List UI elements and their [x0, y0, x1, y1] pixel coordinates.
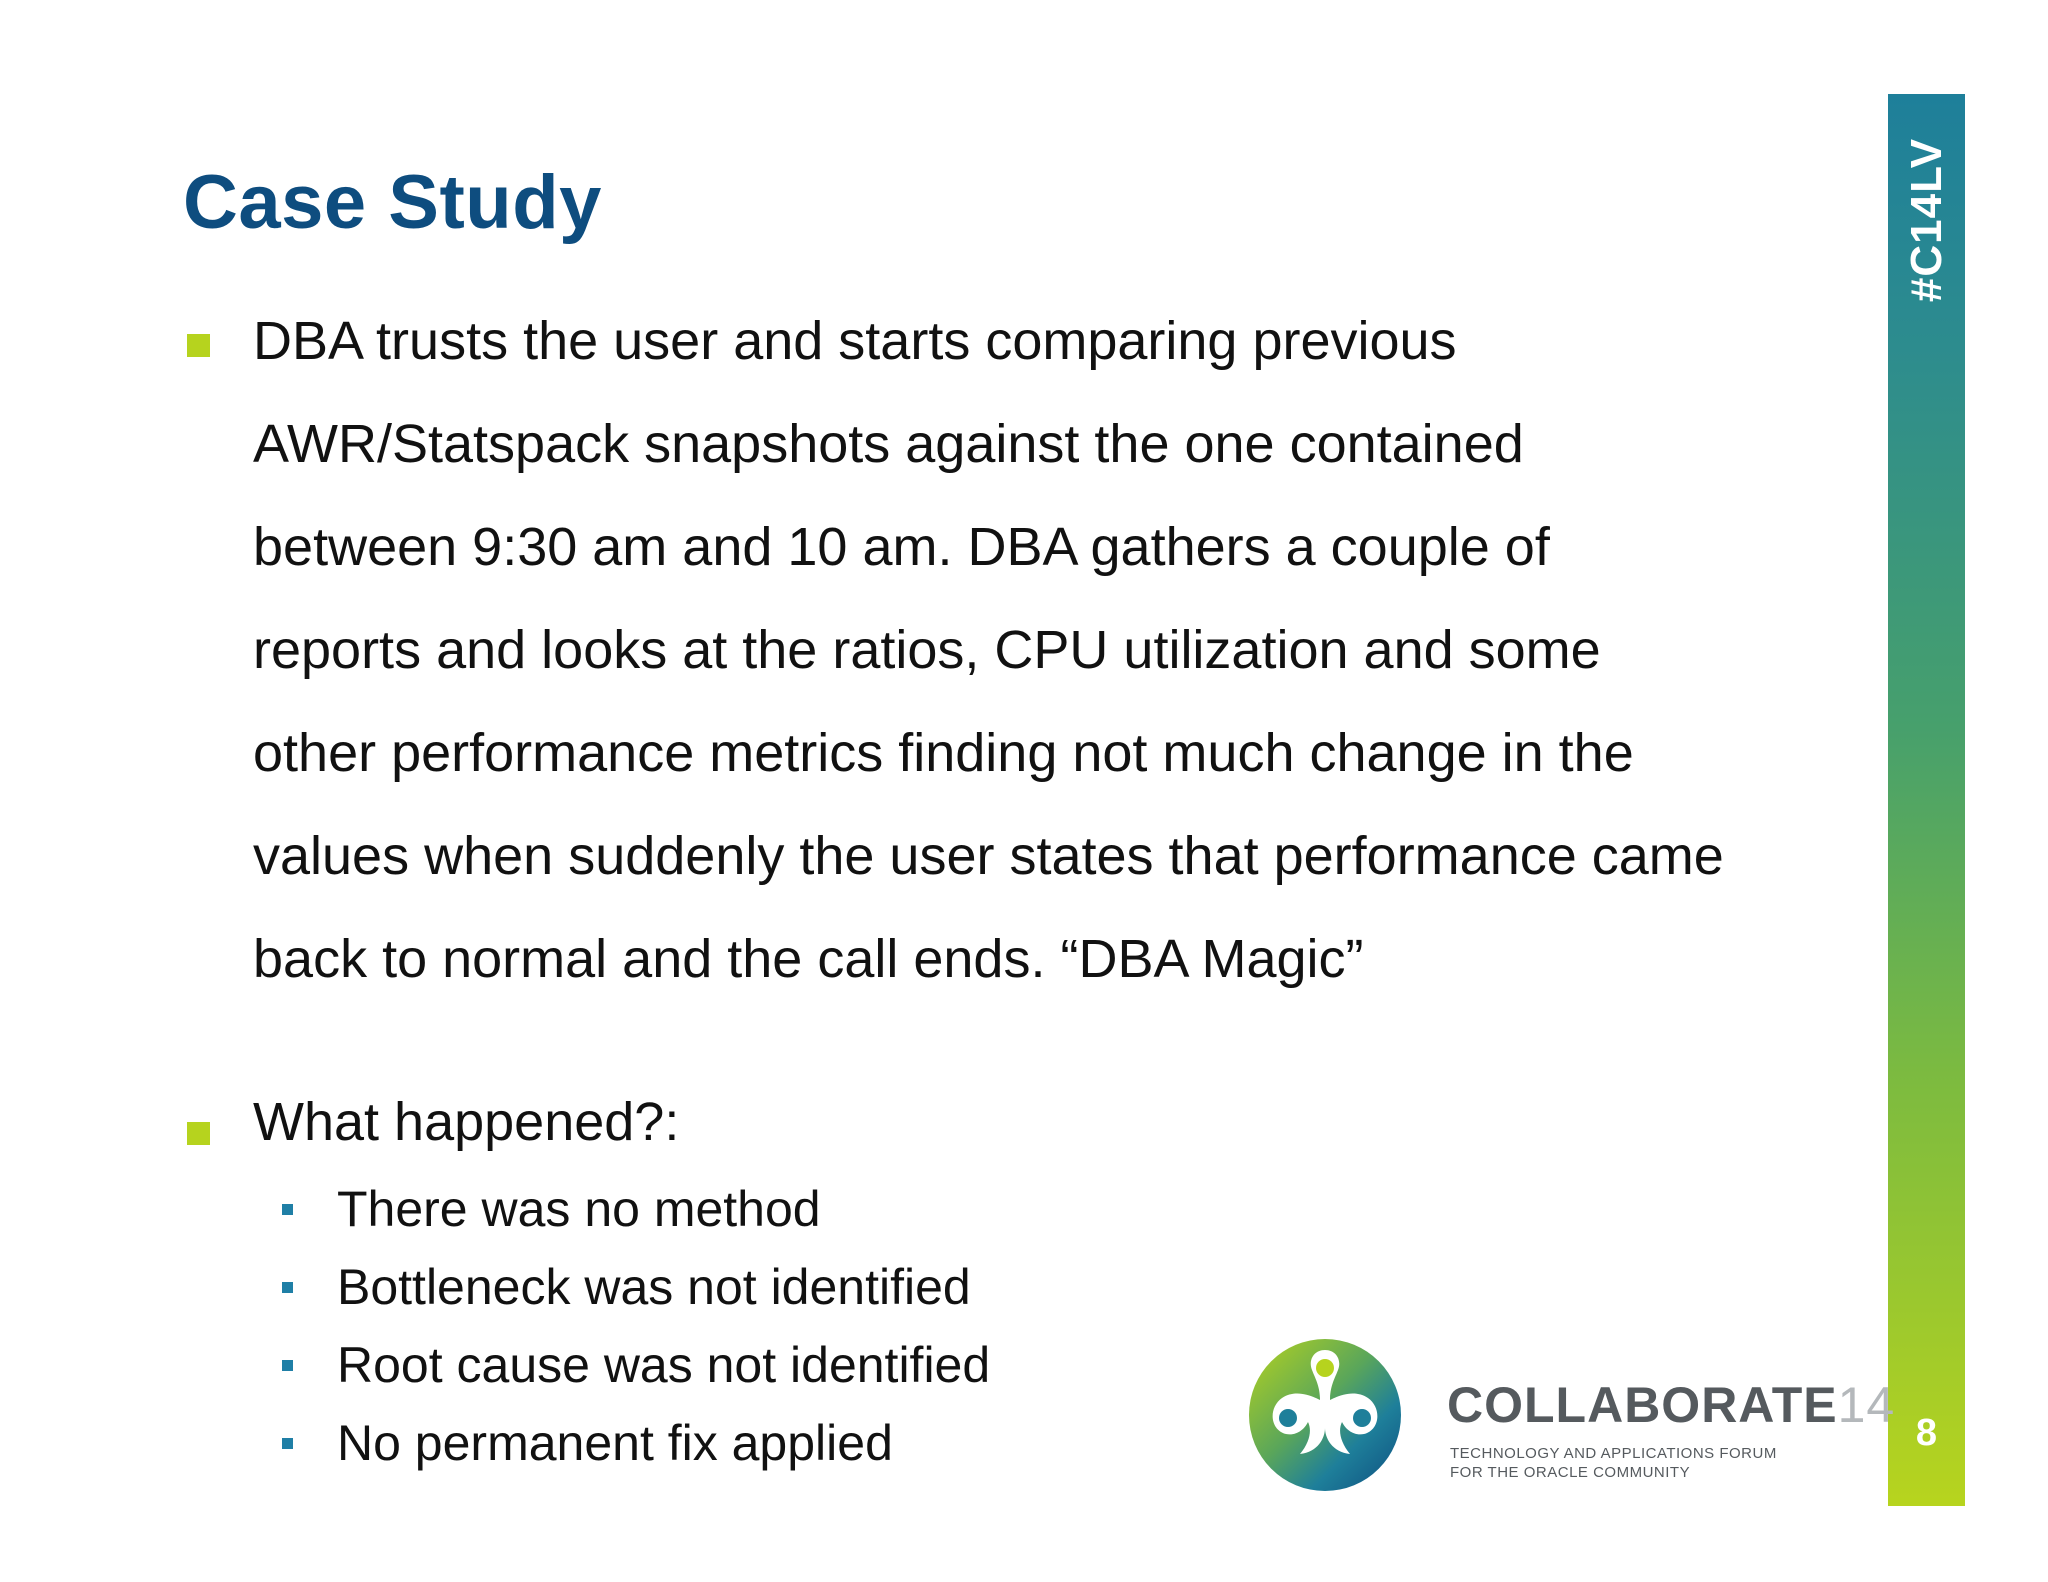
- collaborate-logo-icon: [1248, 1338, 1402, 1492]
- logo-tagline-line: FOR THE ORACLE COMMUNITY: [1450, 1464, 1691, 1481]
- bullet-line: reports and looks at the ratios, CPU utilization and some: [253, 620, 1601, 680]
- sub-bullet-marker: [282, 1204, 293, 1215]
- sub-bullet-text: There was no method: [337, 1181, 821, 1237]
- sub-bullet-marker: [282, 1438, 293, 1449]
- bullet-line: back to normal and the call ends. “DBA Magic”: [253, 929, 1364, 989]
- logo-number: 14: [1837, 1377, 1896, 1433]
- hashtag-label: [1888, 94, 1965, 334]
- slide-title: Case Study: [183, 160, 602, 245]
- sub-bullet-marker: [282, 1360, 293, 1371]
- logo-word: COLLABORATE: [1447, 1377, 1838, 1433]
- logo-tagline-line: TECHNOLOGY AND APPLICATIONS FORUM: [1450, 1445, 1777, 1462]
- hashtag-text: #C14LV: [1901, 137, 1951, 303]
- bullet-paragraph: [253, 290, 1853, 1011]
- bullet-line: between 9:30 am and 10 am. DBA gathers a couple of: [253, 517, 1550, 577]
- page-number: 8: [1915, 1412, 1938, 1454]
- bullet-line: values when suddenly the user states that performance came: [253, 826, 1724, 886]
- bullet-marker: [187, 1122, 210, 1145]
- sub-bullet-text: Bottleneck was not identified: [337, 1259, 971, 1315]
- logo-tagline: [1450, 1444, 1777, 1482]
- sub-bullet-marker: [282, 1282, 293, 1293]
- bullet-line: AWR/Statspack snapshots against the one contained: [253, 414, 1524, 474]
- bullet-line: other performance metrics finding not much change in the: [253, 723, 1634, 783]
- bullet-heading: What happened?:: [253, 1092, 680, 1152]
- sub-bullet-text: Root cause was not identified: [337, 1337, 991, 1393]
- bullet-line: DBA trusts the user and starts comparing previous: [253, 311, 1457, 371]
- bullet-marker: [187, 334, 210, 357]
- logo-wordmark: [1447, 1377, 1896, 1433]
- sub-bullet-text: No permanent fix applied: [337, 1415, 893, 1471]
